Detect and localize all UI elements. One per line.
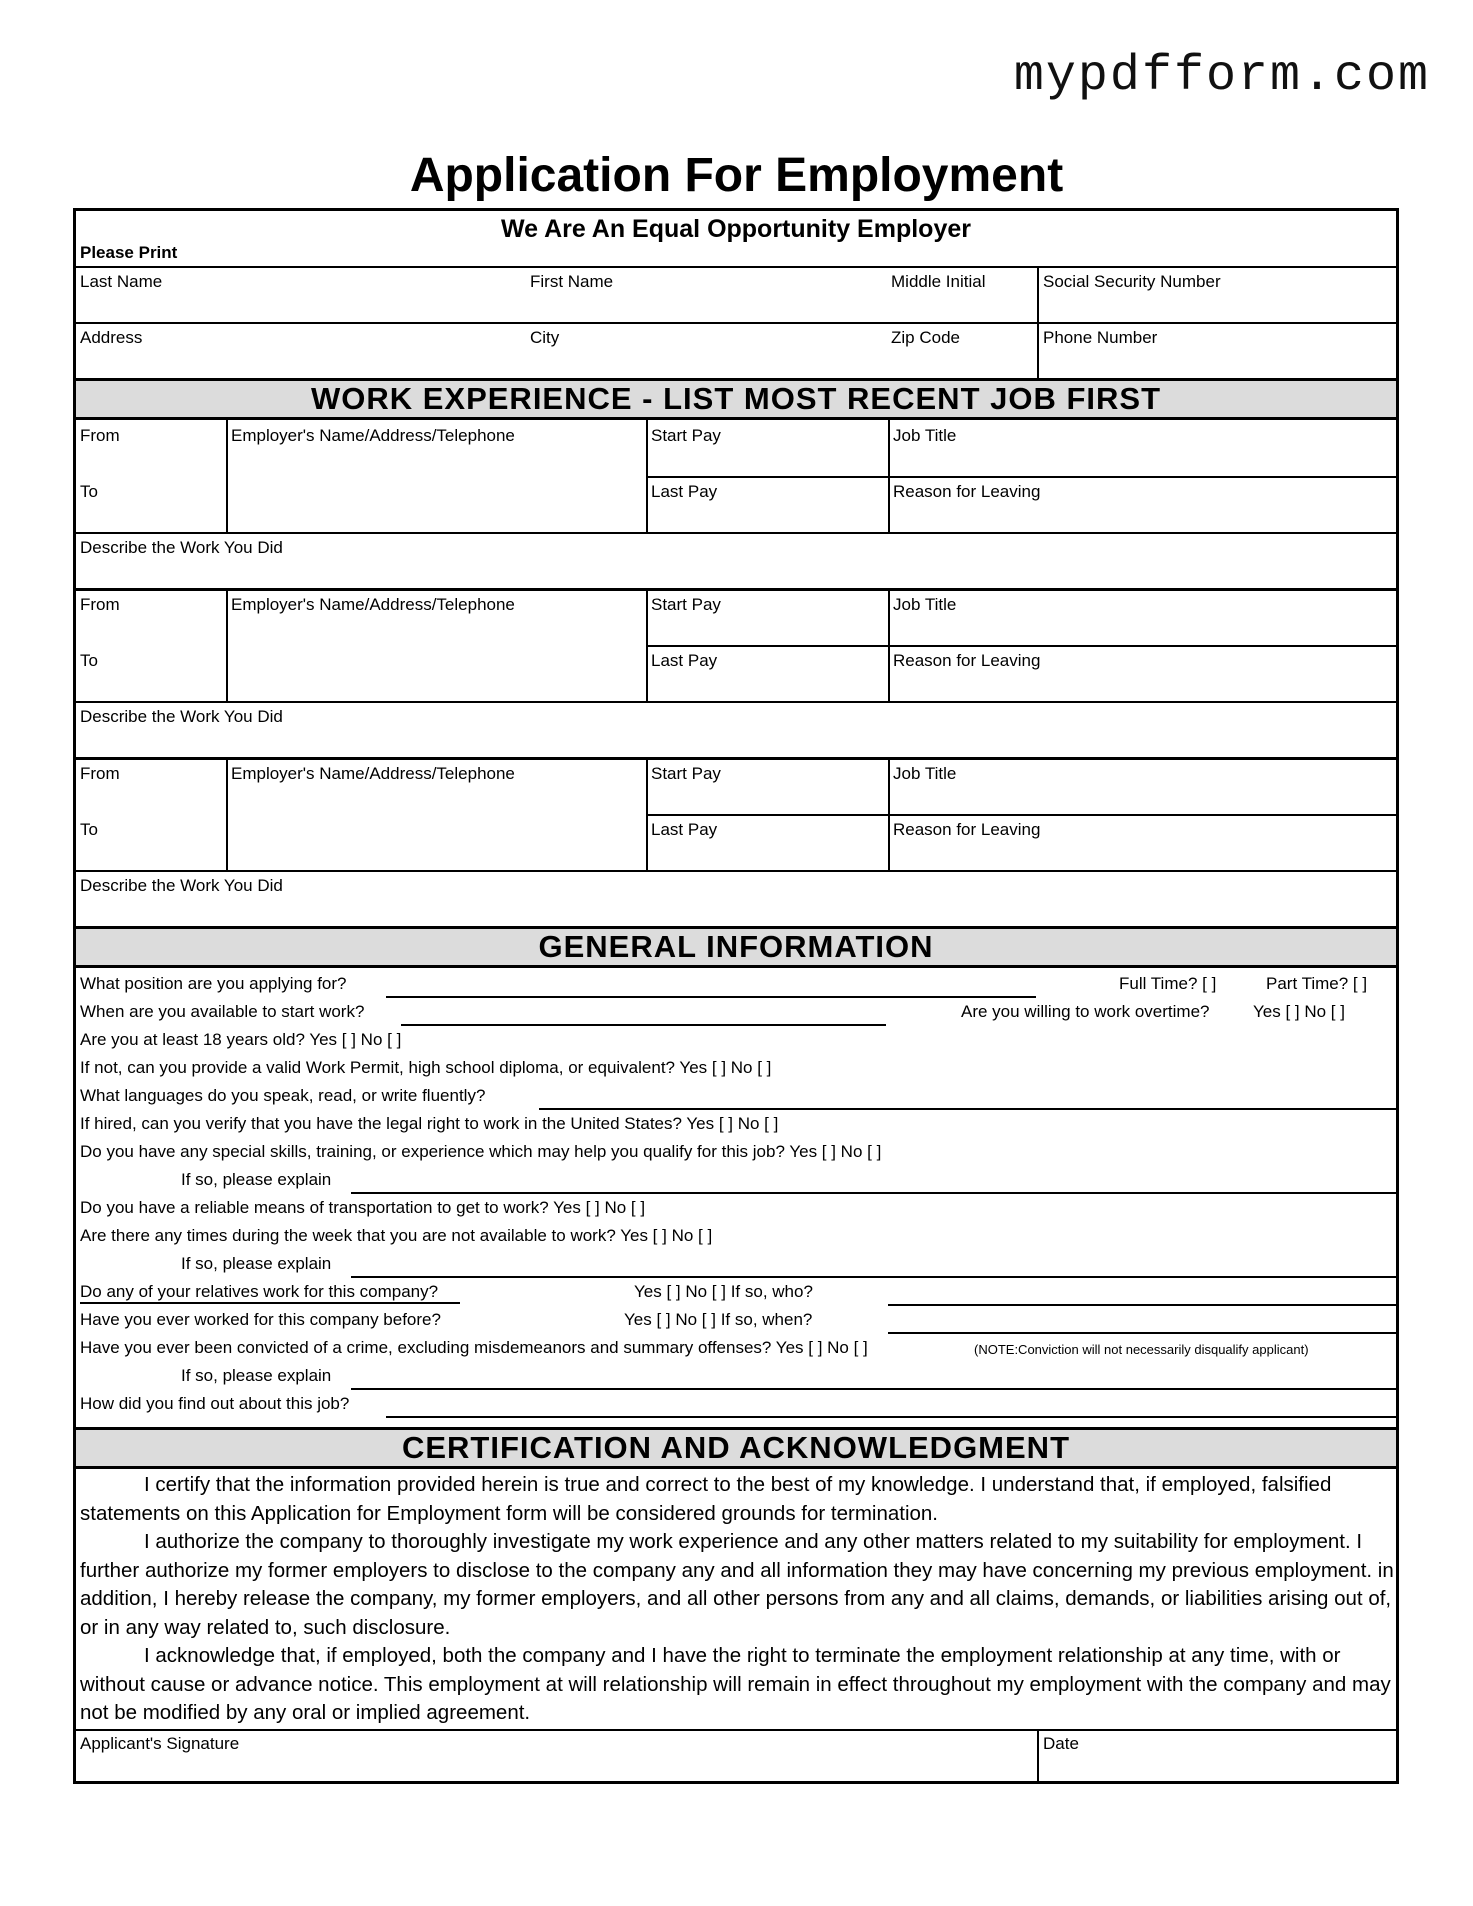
worked-before-yes-no[interactable]: Yes [ ] No [ ] If so, when? [624,1310,813,1329]
first-name-field[interactable]: First Name [530,272,614,291]
to-field[interactable]: To [80,482,98,501]
skills-question[interactable]: Do you have any special skills, training, or experience which may help you qualify for this job? Yes [ ] No [ ] [80,1142,882,1161]
equal-opportunity-heading: We Are An Equal Opportunity Employer [501,215,971,243]
relatives-yes-no[interactable]: Yes [ ] No [ ] If so, who? [634,1282,813,1301]
explain-label: If so, please explain [181,1170,332,1189]
overtime-question: Are you willing to work overtime? [961,1002,1210,1021]
phone-field[interactable]: Phone Number [1043,328,1158,347]
find-out-input[interactable] [386,1416,1396,1418]
please-print-label: Please Print [80,243,178,262]
from-field[interactable]: From [80,764,120,783]
ssn-field[interactable]: Social Security Number [1043,272,1221,291]
page-title: Application For Employment [409,149,1064,202]
employer-field[interactable]: Employer's Name/Address/Telephone [231,595,515,614]
conviction-note: (NOTE:Conviction will not necessarily disqualify applicant) [974,1342,1309,1357]
full-time-checkbox[interactable]: Full Time? [ ] [1119,974,1217,993]
languages-input[interactable] [539,1108,1396,1110]
describe-field[interactable]: Describe the Work You Did [80,538,283,557]
to-field[interactable]: To [80,651,98,670]
worked-when-input[interactable] [888,1332,1396,1334]
application-form [73,208,1399,1784]
describe-field[interactable]: Describe the Work You Did [80,707,283,726]
find-out-question: How did you find out about this job? [80,1394,350,1413]
city-field[interactable]: City [530,328,560,347]
describe-field[interactable]: Describe the Work You Did [80,876,283,895]
last-pay-field[interactable]: Last Pay [651,482,718,501]
last-pay-field[interactable]: Last Pay [651,651,718,670]
languages-question: What languages do you speak, read, or write fluently? [80,1086,486,1105]
available-question: When are you available to start work? [80,1002,365,1021]
relatives-who-input[interactable] [888,1304,1396,1306]
cert-paragraph-2: I authorize the company to thoroughly investigate my work experience and any other matters related to my suitability for employment. I further authorize my former employers to disclose to the company any and all information they may have concerning my previous employment. in addition, I hereby release the company, my former employers, and all other persons from any and all claims, demands, or liabilities arising out of, or in any way related to, such disclosure. [80,1530,1394,1639]
times-explain-input[interactable] [351,1276,1396,1278]
position-input[interactable] [386,996,1036,998]
transportation-question[interactable]: Do you have a reliable means of transportation to get to work? Yes [ ] No [ ] [80,1198,646,1217]
worked-before-question: Have you ever worked for this company before? [80,1310,441,1329]
position-question: What position are you applying for? [80,974,347,993]
conviction-question[interactable]: Have you ever been convicted of a crime, excluding misdemeanors and summary offenses? Yes [ ] No [ ] [80,1338,868,1357]
work-experience-heading: WORK EXPERIENCE - LIST MOST RECENT JOB FIRST [76,378,1396,420]
relatives-question: Do any of your relatives work for this company? [80,1282,439,1301]
available-input[interactable] [401,1024,886,1026]
start-pay-field[interactable]: Start Pay [651,595,721,614]
availability-times-question[interactable]: Are there any times during the week that you are not available to work? Yes [ ] No [ ] [80,1226,713,1245]
legal-right-question[interactable]: If hired, can you verify that you have the legal right to work in the United States? Yes [ ] No [ ] [80,1114,779,1133]
skills-explain-input[interactable] [351,1192,1396,1194]
address-field[interactable]: Address [80,328,143,347]
start-pay-field[interactable]: Start Pay [651,426,721,445]
explain-label: If so, please explain [181,1254,332,1273]
cert-paragraph-3: I acknowledge that, if employed, both the company and I have the right to terminate the employment relationship at any time, with or without cause or advance notice. This employment at will relationship will remain in effect throughout my employment with the company and may not be modified by any oral or implied agreement. [80,1644,1391,1724]
job-title-field[interactable]: Job Title [893,764,957,783]
job-title-field[interactable]: Job Title [893,426,957,445]
reason-field[interactable]: Reason for Leaving [893,820,1041,839]
permit-question[interactable]: If not, can you provide a valid Work Permit, high school diploma, or equivalent? Yes [ ] No [ ] [80,1058,772,1077]
part-time-checkbox[interactable]: Part Time? [ ] [1266,974,1368,993]
zip-code-field[interactable]: Zip Code [891,328,960,347]
last-pay-field[interactable]: Last Pay [651,820,718,839]
site-watermark: mypdfform.com [1013,48,1430,105]
job-title-field[interactable]: Job Title [893,595,957,614]
general-information-heading: GENERAL INFORMATION [76,926,1396,968]
employer-field[interactable]: Employer's Name/Address/Telephone [231,426,515,445]
signature-field[interactable]: Applicant's Signature [80,1734,240,1753]
date-field[interactable]: Date [1043,1734,1079,1753]
last-name-field[interactable]: Last Name [80,272,163,291]
employer-field[interactable]: Employer's Name/Address/Telephone [231,764,515,783]
age-question[interactable]: Are you at least 18 years old? Yes [ ] No [ ] [80,1030,402,1049]
from-field[interactable]: From [80,426,120,445]
cert-paragraph-1: I certify that the information provided herein is true and correct to the best of my knowledge. I understand that, if employed, falsified statements on this Application for Employment form will be considered grounds for termination. [80,1473,1332,1525]
reason-field[interactable]: Reason for Leaving [893,651,1041,670]
certification-heading: CERTIFICATION AND ACKNOWLEDGMENT [76,1427,1396,1469]
from-field[interactable]: From [80,595,120,614]
overtime-yes-no[interactable]: Yes [ ] No [ ] [1253,1002,1345,1021]
explain-label: If so, please explain [181,1366,332,1385]
start-pay-field[interactable]: Start Pay [651,764,721,783]
conviction-explain-input[interactable] [351,1388,1396,1390]
middle-initial-field[interactable]: Middle Initial [891,272,986,291]
certification-text [80,1471,1396,1728]
to-field[interactable]: To [80,820,98,839]
reason-field[interactable]: Reason for Leaving [893,482,1041,501]
